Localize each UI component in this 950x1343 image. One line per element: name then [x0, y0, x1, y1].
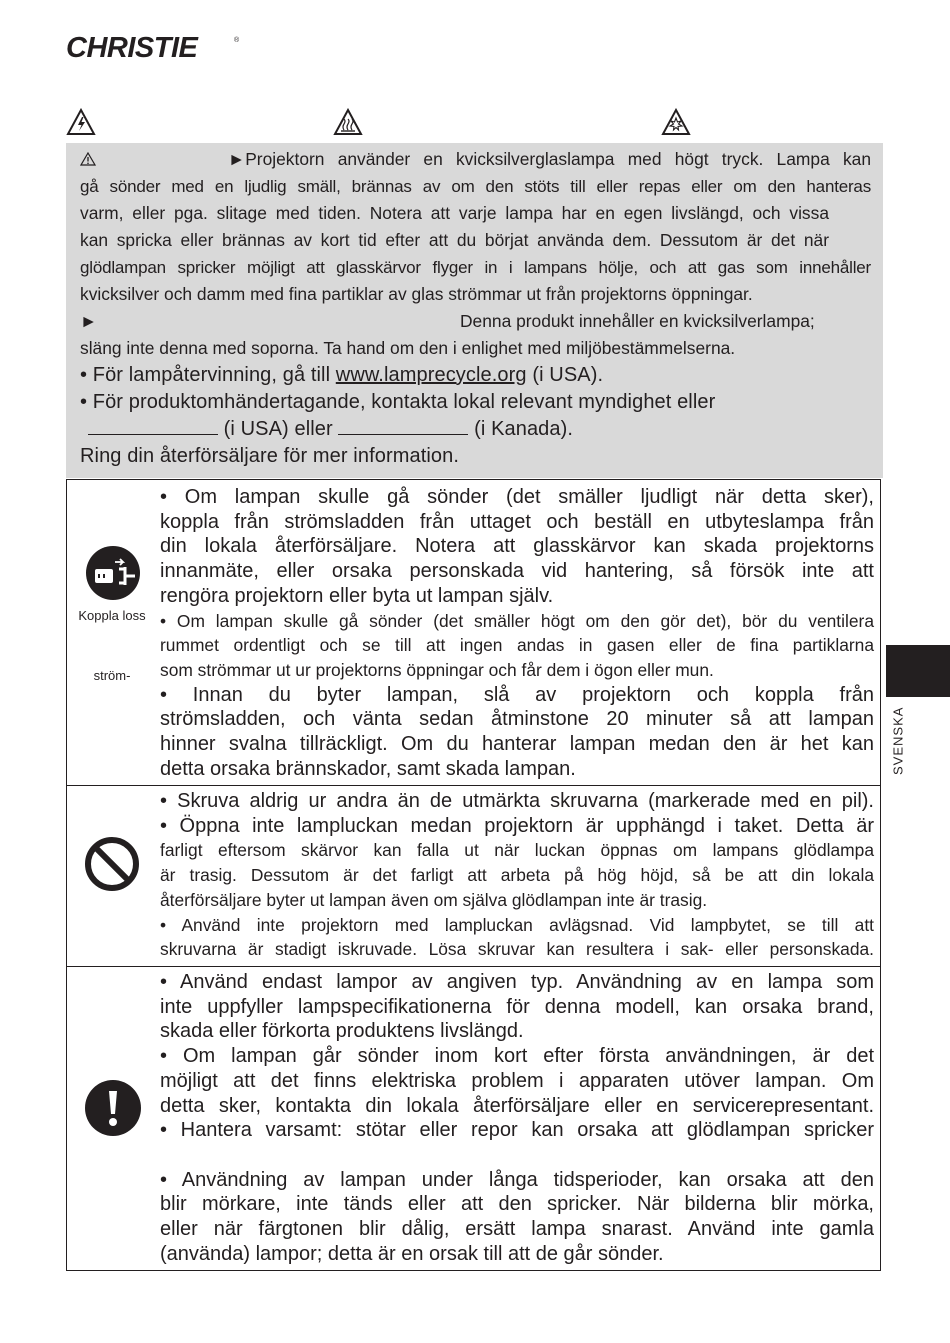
instruction-line: farligt eftersom skärvor kan falla ut när luckan öppnas om lampans glödlampa — [160, 840, 874, 861]
instruction-line: • Om lampan skulle gå sönder (det smäller högt om den gör det), bör du ventilera — [160, 610, 874, 631]
instruction-line: • Skruva aldrig ur andra än de utmärkta skruvarna (markerade med en pil). — [160, 790, 874, 812]
recycle-suffix: (i USA). — [532, 364, 604, 386]
disposal-marker: ► — [80, 311, 98, 331]
hot-surface-warning-icon — [333, 108, 363, 136]
unplug-power-icon — [85, 545, 141, 601]
lamprecycle-link[interactable]: www.lamprecycle.org — [335, 364, 527, 386]
instruction-line: strömsladden, och vänta sedan åtminstone 20 minuter så att lampan — [160, 708, 874, 731]
instruction-line: rengöra projektorn eller byta ut lampan själv. — [160, 584, 554, 607]
instruction-line: koppla från strömsladden från uttaget och beställ en utbyteslampa från — [160, 510, 874, 533]
instruction-line: • Använd endast lampor av angiven typ. Användning av en lampa som — [160, 971, 874, 993]
lamp-warning-line: kvicksilver och damm med fina partiklar av glas strömmar ut från projektorns öppningar. — [80, 284, 753, 304]
instruction-line: eller när färgtonen blir dålig, ersätt lampa snarast. Använd inte gamla — [160, 1218, 874, 1240]
instruction-line: • Användning av lampan under långa tidsperioder, kan orsaka att den — [160, 1168, 874, 1191]
language-tab-label: SVENSKA — [890, 706, 906, 776]
lamp-warning-line: kan spricka eller brännas av kort tid efter att du börjat använda dem. Dessutom är det när — [80, 230, 829, 250]
lamp-warning-line: varm, eller pga. slitage med tiden. Notera att varje lampa har en egen livslängd, och vissa — [80, 203, 829, 223]
mandatory-action-icon — [84, 1079, 142, 1137]
unplug-caption: Koppla loss — [78, 608, 146, 623]
prohibited-icon — [84, 836, 140, 892]
lamp-warning-line: gå sönder med en ljudlig smäll, brännas av om den stöts till eller repas eller om den hanteras — [80, 177, 871, 196]
svg-text:CHRISTIE: CHRISTIE — [66, 32, 198, 64]
explosion-warning-icon — [661, 108, 691, 136]
unplug-caption: ström- — [93, 668, 131, 683]
instruction-line: • Om lampan går sönder inom kort efter första användningen, är det — [160, 1045, 874, 1068]
instruction-line: (använda) lampor; detta är en orsak till att de går sönder. — [160, 1242, 664, 1265]
instruction-line: som strömmar ut ur projektorns öppningar och får dem i ögon eller mun. — [160, 659, 714, 680]
instruction-line: skruvarna är stadigt iskruvade. Lösa skruvar kan resultera i sak- eller personskada. — [160, 939, 874, 960]
instruction-line: rummet ordentligt och se till att ingen andas in gasen eller de fina partiklarna — [160, 635, 874, 656]
lamp-warning-line: glödlampan spricker möjligt att glasskärvor flyger in i lampans hölje, och att gas som innehåller — [80, 258, 871, 277]
instruction-line: • Innan du byter lampan, slå av projektorn och koppla från — [160, 683, 874, 706]
lamp-warning-line: ►Projektorn använder en kvicksilverglaslampa med högt tryck. Lampa kan — [228, 149, 871, 169]
table-row — [67, 480, 880, 785]
instruction-line: hinner svalna tillräckligt. Om du hanterar lampan medan den är het kan — [160, 733, 874, 755]
instruction-line: • Använd inte projektorn med lampluckan avlägsnad. Vid lampbytet, se till att — [160, 914, 874, 935]
canada-label: (i Kanada). — [474, 418, 574, 440]
instruction-line: skada eller förkorta produktens livslängd. — [160, 1020, 524, 1043]
instruction-line: är trasig. Dessutom är det farligt att arbeta på hög höjd, så be att din lokala — [160, 865, 874, 886]
usa-label: (i USA) eller — [223, 418, 333, 440]
recycle-prefix: • För lampåtervinning, gå till — [80, 364, 331, 386]
instruction-line: din lokala återförsäljare. Notera att glasskärvor kan skada projektorns — [160, 535, 874, 558]
disposal-line: släng inte denna med soporna. Ta hand om den i enlighet med miljöbestämmelserna. — [80, 338, 736, 358]
instruction-line: återförsäljare byter ut lampan även om själva glödlampan inte är trasig. — [160, 889, 708, 910]
lamp-instructions-table — [66, 479, 881, 1271]
disposal-contact-line: • För produktomhändertagande, kontakta lokal relevant myndighet eller — [80, 391, 716, 413]
instruction-line: • Öppna inte lampluckan medan projektorn är upphängd i taket. Detta är — [160, 814, 874, 837]
usa-authority-blank — [88, 416, 218, 435]
recycle-line — [80, 362, 871, 389]
language-tab-marker — [886, 645, 950, 697]
canada-authority-blank — [338, 416, 468, 435]
disposal-line: Denna produkt innehåller en kvicksilverlampa; — [460, 311, 815, 331]
lamp-warning-box — [66, 143, 883, 478]
instruction-line: detta sker, kontakta din lokala återförsäljare eller en servicerepresentant. — [160, 1094, 874, 1117]
electric-shock-warning-icon — [66, 108, 96, 136]
authority-contact-line — [88, 416, 871, 443]
instruction-line: innanmäte, eller orsaka personskada vid hantering, så försök inte att — [160, 560, 874, 583]
dealer-info-line: Ring din återförsäljare för mer information. — [80, 445, 459, 467]
instruction-line: inte uppfyller lampspecifikationerna för denna modell, kan orsaka brand, — [160, 995, 874, 1018]
instruction-line: • Om lampan skulle gå sönder (det smäller ljudligt när detta sker), — [160, 486, 874, 508]
table-row — [67, 785, 880, 967]
instruction-line: detta orsaka brännskador, samt skada lampan. — [160, 757, 576, 780]
svg-text:®: ® — [234, 37, 240, 44]
instruction-line: blir mörkare, inte tänds eller att den spricker. När bilderna blir mörka, — [160, 1193, 874, 1216]
warning-triangle-icon — [80, 152, 96, 166]
instruction-line: möjligt att det finns elektriska problem i apparaten utöver lampan. Om — [160, 1069, 874, 1092]
christie-logo — [66, 30, 242, 64]
instruction-line: • Hantera varsamt: stötar eller repor kan orsaka att glödlampan spricker — [160, 1119, 874, 1142]
table-row — [67, 966, 880, 1272]
